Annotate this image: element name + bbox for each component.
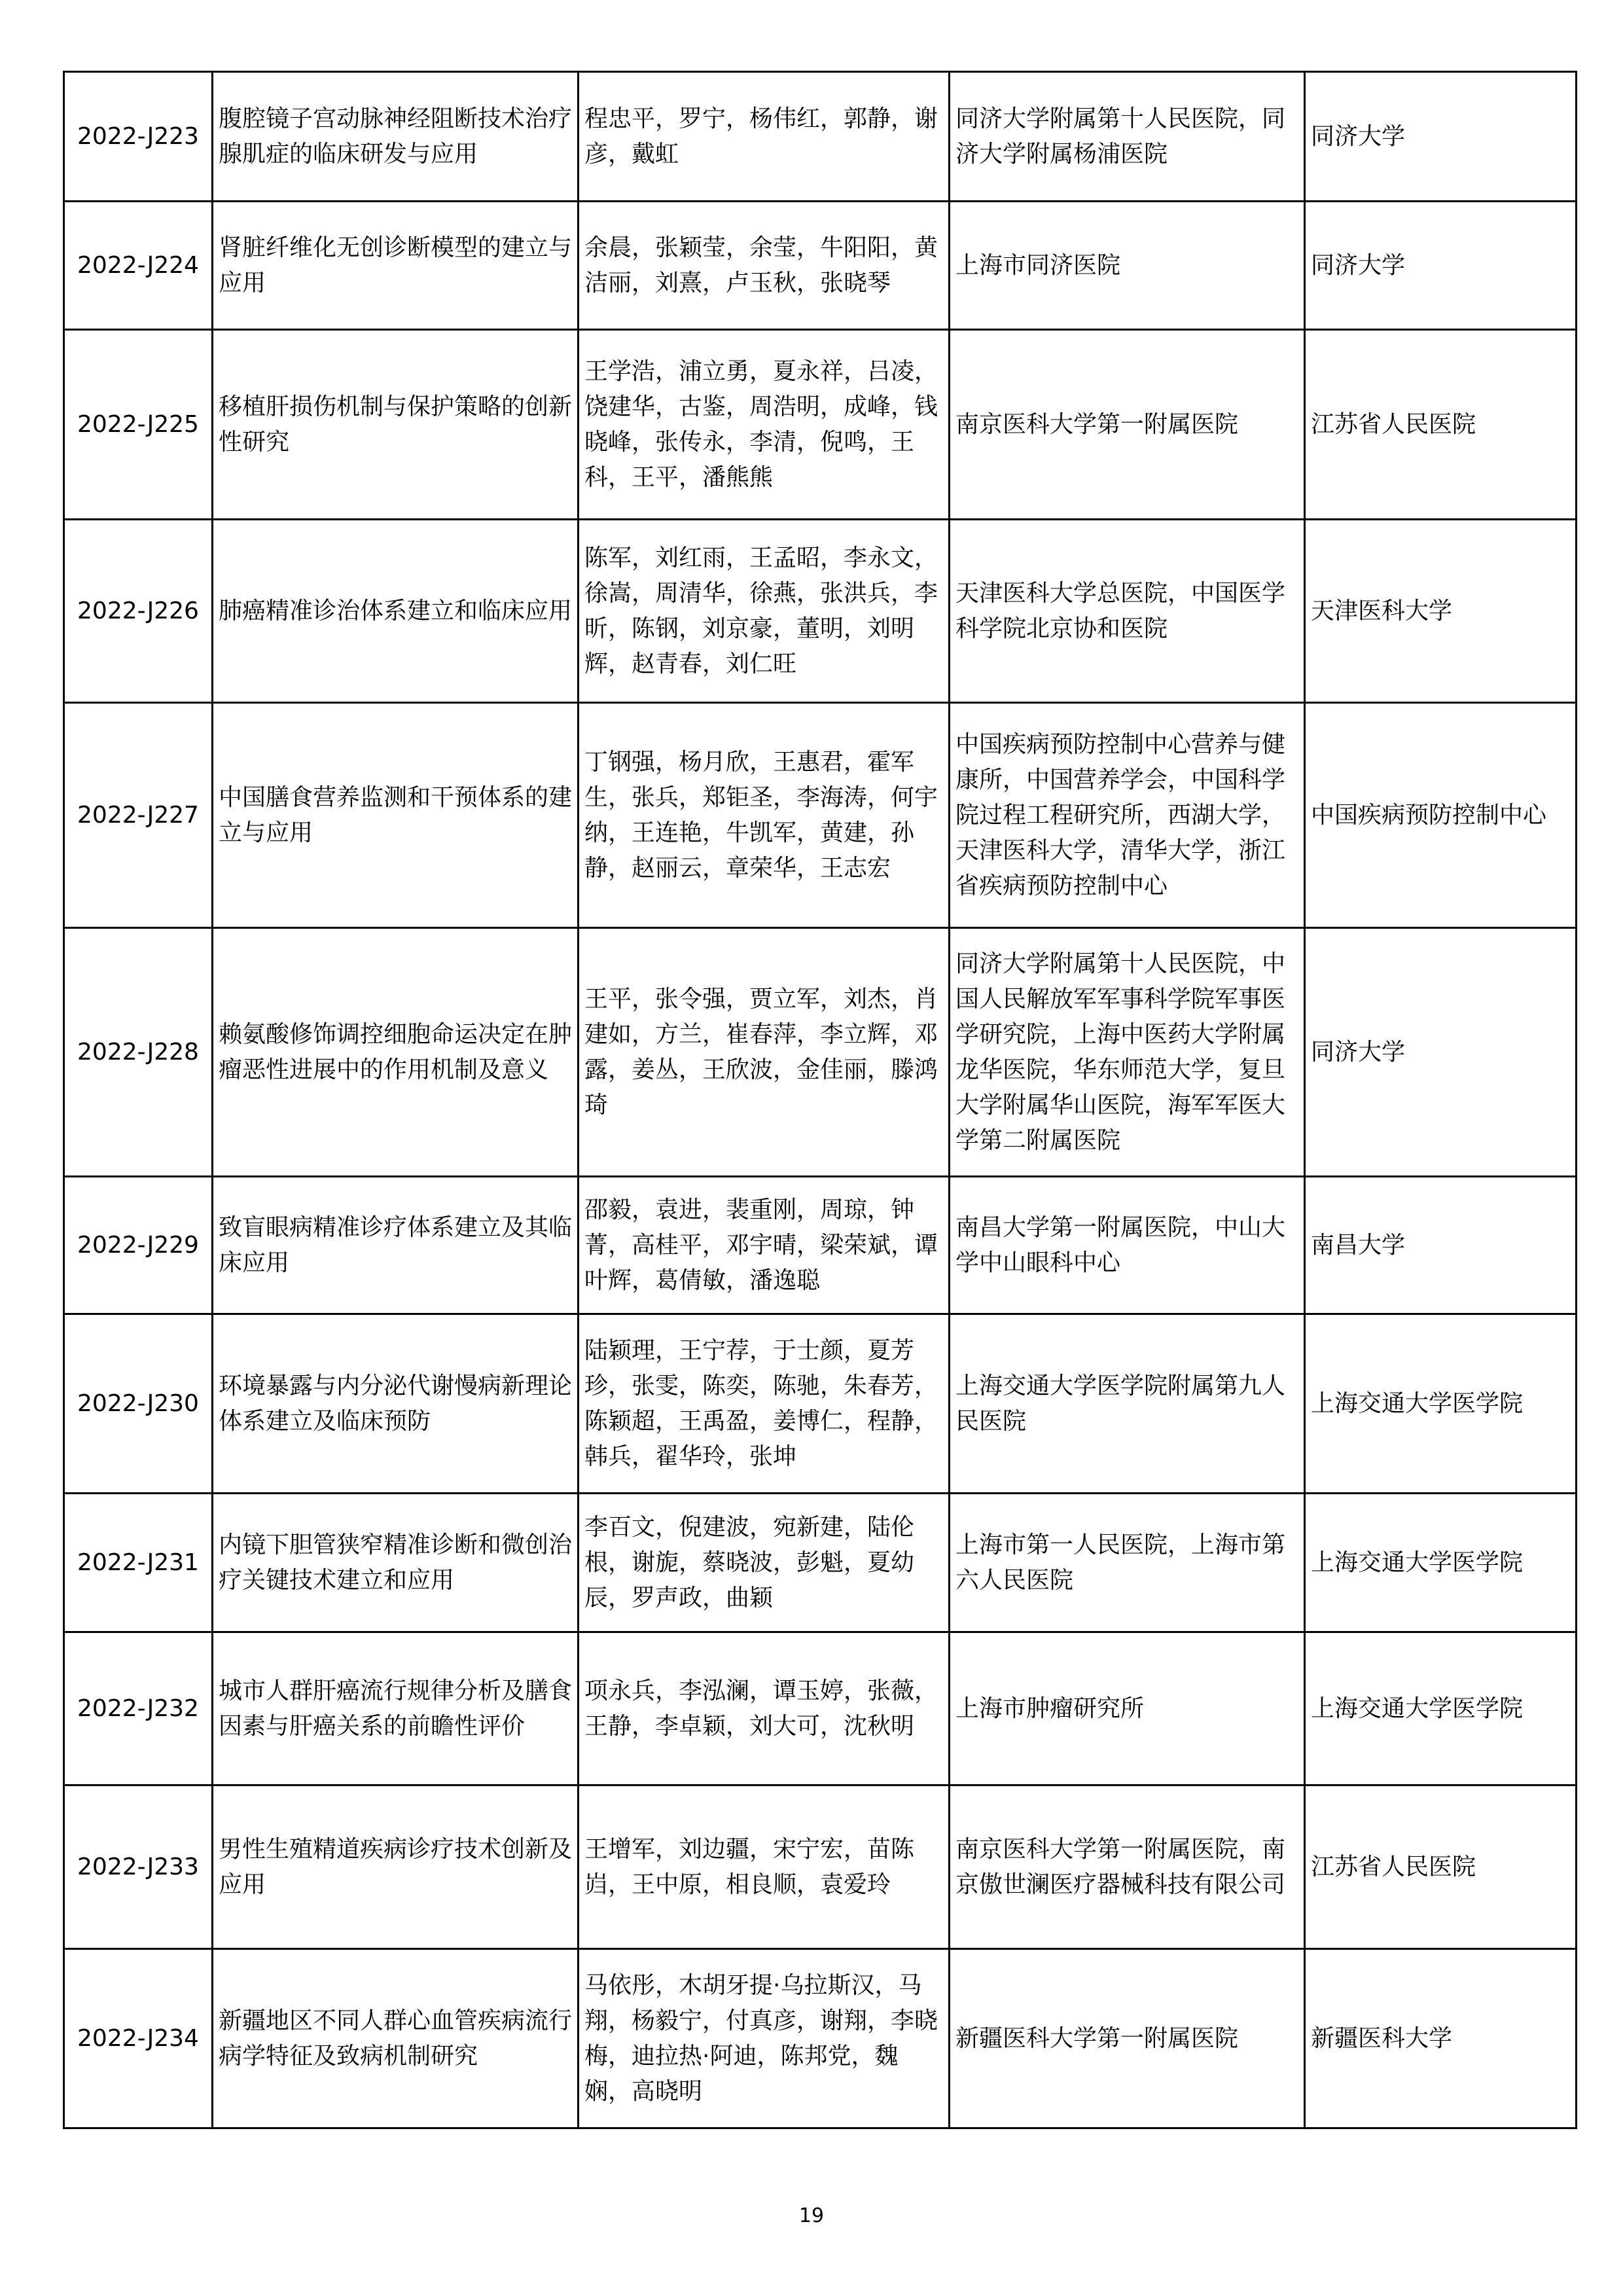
table-row	[64, 928, 1577, 1177]
recommender-cell: 中国疾病预防控制中心	[1305, 703, 1577, 928]
contributors-cell: 项永兵，李泓澜，谭玉婷，张薇，王静，李卓颖，刘大可，沈秋明	[579, 1632, 950, 1785]
project-name-cell: 肺癌精准诊治体系建立和临床应用	[213, 520, 579, 703]
institutions-cell: 南昌大学第一附属医院，中山大学中山眼科中心	[950, 1177, 1305, 1314]
table-row	[64, 1785, 1577, 1949]
project-name-cell: 移植肝损伤机制与保护策略的创新性研究	[213, 330, 579, 520]
project-id-cell: 2022-J224	[64, 202, 213, 330]
contributors-cell: 李百文，倪建波，宛新建，陆伦根，谢旎，蔡晓波，彭魁，夏幼辰，罗声政，曲颖	[579, 1494, 950, 1632]
institutions-cell: 上海市第一人民医院，上海市第六人民医院	[950, 1494, 1305, 1632]
table-body	[64, 72, 1577, 2128]
institutions-cell: 同济大学附属第十人民医院，同济大学附属杨浦医院	[950, 72, 1305, 202]
table-row	[64, 72, 1577, 202]
project-id-cell: 2022-J225	[64, 330, 213, 520]
institutions-cell: 天津医科大学总医院，中国医学科学院北京协和医院	[950, 520, 1305, 703]
institutions-cell: 南京医科大学第一附属医院，南京傲世澜医疗器械科技有限公司	[950, 1785, 1305, 1949]
recommender-cell: 上海交通大学医学院	[1305, 1494, 1577, 1632]
recommender-cell: 新疆医科大学	[1305, 1949, 1577, 2128]
table-row	[64, 1494, 1577, 1632]
recommender-cell: 天津医科大学	[1305, 520, 1577, 703]
contributors-cell: 陈军，刘红雨，王孟昭，李永文，徐嵩，周清华，徐燕，张洪兵，李昕，陈钢，刘京豪，董明，刘明辉，赵青春，刘仁旺	[579, 520, 950, 703]
contributors-cell: 陆颖理，王宁荐，于士颜，夏芳珍，张雯，陈奕，陈驰，朱春芳，陈颖超，王禹盈，姜博仁，程静，韩兵，翟华玲，张坤	[579, 1314, 950, 1494]
project-name-cell: 城市人群肝癌流行规律分析及膳食因素与肝癌关系的前瞻性评价	[213, 1632, 579, 1785]
institutions-cell: 新疆医科大学第一附属医院	[950, 1949, 1305, 2128]
page-number: 19	[798, 2204, 825, 2227]
contributors-cell: 丁钢强，杨月欣，王惠君，霍军生，张兵，郑钜圣，李海涛，何宇纳，王连艳，牛凯军，黄建，孙静，赵丽云，章荣华，王志宏	[579, 703, 950, 928]
project-id-cell: 2022-J232	[64, 1632, 213, 1785]
recommender-cell: 上海交通大学医学院	[1305, 1314, 1577, 1494]
contributors-cell: 王增军，刘边疆，宋宁宏，苗陈岿，王中原，相良顺，袁爱玲	[579, 1785, 950, 1949]
table-row	[64, 1949, 1577, 2128]
project-name-cell: 赖氨酸修饰调控细胞命运决定在肿瘤恶性进展中的作用机制及意义	[213, 928, 579, 1177]
project-id-cell: 2022-J226	[64, 520, 213, 703]
project-id-cell: 2022-J231	[64, 1494, 213, 1632]
project-name-cell: 男性生殖精道疾病诊疗技术创新及应用	[213, 1785, 579, 1949]
project-id-cell: 2022-J230	[64, 1314, 213, 1494]
institutions-cell: 同济大学附属第十人民医院，中国人民解放军军事科学院军事医学研究院，上海中医药大学附属龙华医院，华东师范大学，复旦大学附属华山医院，海军军医大学第二附属医院	[950, 928, 1305, 1177]
project-id-cell: 2022-J223	[64, 72, 213, 202]
institutions-cell: 上海市肿瘤研究所	[950, 1632, 1305, 1785]
project-name-cell: 腹腔镜子宫动脉神经阻断技术治疗腺肌症的临床研发与应用	[213, 72, 579, 202]
project-name-cell: 肾脏纤维化无创诊断模型的建立与应用	[213, 202, 579, 330]
contributors-cell: 程忠平，罗宁，杨伟红，郭静，谢彦，戴虹	[579, 72, 950, 202]
contributors-cell: 邵毅，袁进，裴重刚，周琼，钟菁，高桂平，邓宇晴，梁荣斌，谭叶辉，葛倩敏，潘逸聪	[579, 1177, 950, 1314]
table-row	[64, 330, 1577, 520]
table-row	[64, 520, 1577, 703]
table-row	[64, 1177, 1577, 1314]
contributors-cell: 王平，张令强，贾立军，刘杰，肖建如，方兰，崔春萍，李立辉，邓露，姜丛，王欣波，金佳丽，滕鸿琦	[579, 928, 950, 1177]
project-name-cell: 中国膳食营养监测和干预体系的建立与应用	[213, 703, 579, 928]
recommender-cell: 同济大学	[1305, 202, 1577, 330]
recommender-cell: 南昌大学	[1305, 1177, 1577, 1314]
institutions-cell: 南京医科大学第一附属医院	[950, 330, 1305, 520]
institutions-cell: 中国疾病预防控制中心营养与健康所，中国营养学会，中国科学院过程工程研究所，西湖大学，天津医科大学，清华大学，浙江省疾病预防控制中心	[950, 703, 1305, 928]
project-name-cell: 新疆地区不同人群心血管疾病流行病学特征及致病机制研究	[213, 1949, 579, 2128]
recommender-cell: 同济大学	[1305, 928, 1577, 1177]
recommender-cell: 同济大学	[1305, 72, 1577, 202]
project-id-cell: 2022-J228	[64, 928, 213, 1177]
project-id-cell: 2022-J234	[64, 1949, 213, 2128]
project-name-cell: 环境暴露与内分泌代谢慢病新理论体系建立及临床预防	[213, 1314, 579, 1494]
recommender-cell: 江苏省人民医院	[1305, 1785, 1577, 1949]
contributors-cell: 王学浩，浦立勇，夏永祥，吕凌，饶建华，古鉴，周浩明，成峰，钱晓峰，张传永，李清，倪鸣，王科，王平，潘熊熊	[579, 330, 950, 520]
contributors-cell: 余晨，张颖莹，余莹，牛阳阳，黄洁丽，刘熹，卢玉秋，张晓琴	[579, 202, 950, 330]
table-row	[64, 703, 1577, 928]
recommender-cell: 上海交通大学医学院	[1305, 1632, 1577, 1785]
project-name-cell: 内镜下胆管狭窄精准诊断和微创治疗关键技术建立和应用	[213, 1494, 579, 1632]
project-id-cell: 2022-J229	[64, 1177, 213, 1314]
table-row	[64, 1632, 1577, 1785]
table-row	[64, 202, 1577, 330]
award-projects-table	[63, 71, 1577, 2129]
institutions-cell: 上海市同济医院	[950, 202, 1305, 330]
project-name-cell: 致盲眼病精准诊疗体系建立及其临床应用	[213, 1177, 579, 1314]
recommender-cell: 江苏省人民医院	[1305, 330, 1577, 520]
contributors-cell: 马依彤，木胡牙提·乌拉斯汉，马翔，杨毅宁，付真彦，谢翔，李晓梅，迪拉热·阿迪，陈邦党，魏娴，高晓明	[579, 1949, 950, 2128]
project-id-cell: 2022-J227	[64, 703, 213, 928]
institutions-cell: 上海交通大学医学院附属第九人民医院	[950, 1314, 1305, 1494]
project-id-cell: 2022-J233	[64, 1785, 213, 1949]
table-row	[64, 1314, 1577, 1494]
